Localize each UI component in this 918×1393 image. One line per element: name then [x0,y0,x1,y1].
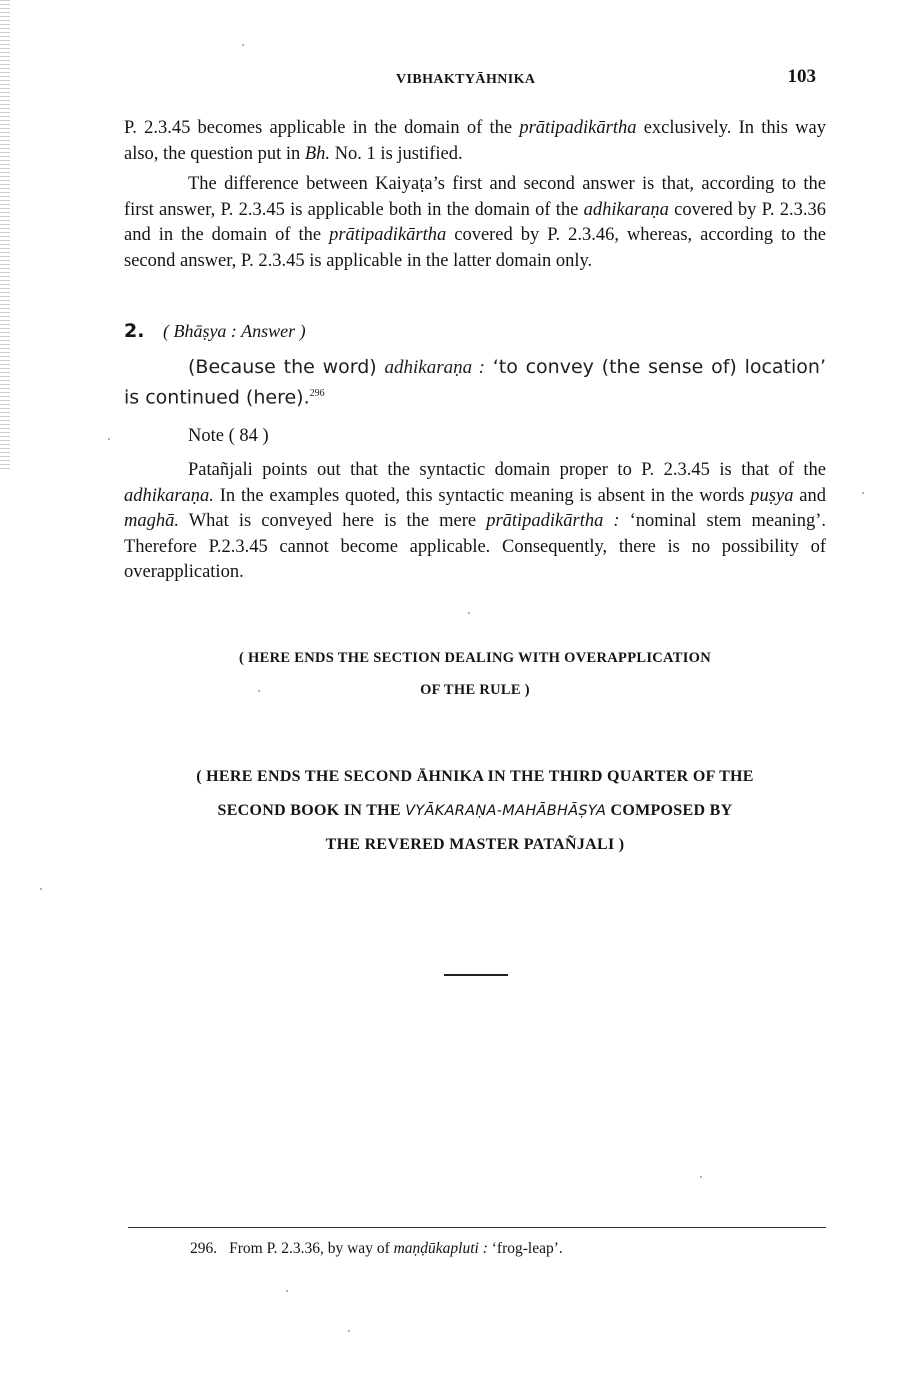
italic-term: prātipadikārtha [519,118,637,138]
italic-term: adhikaraṇa [583,199,669,220]
page-number: 103 [787,66,816,87]
text-run: ‘frog-leap’. [487,1240,563,1257]
text-run: COMPOSED BY [606,802,733,819]
text-run: (Because the word) [188,356,385,378]
footnote [190,1240,563,1258]
note-paragraph [124,458,826,586]
italic-term: maghā. [124,511,179,532]
paragraph-continuation [124,116,826,167]
scan-binding-edge [0,0,10,470]
text-run: and [793,485,826,506]
scan-speck [348,1330,350,1332]
italic-term: maṇḍūkapluti : [393,1240,488,1257]
scan-speck [862,492,864,494]
scan-speck [108,438,110,440]
scan-speck [468,612,470,614]
text-run: ‘nominal stem meaning’. Therefore P.2.3.45 cannot become applicable. Consequently, there is no possibility of overapplication. [124,511,826,583]
running-header [124,66,826,96]
running-title: VIBHAKTYĀHNIKA [396,72,536,87]
text-run: The difference between Kaiyaṭa’s first and second answer is that, according to the first answer, P. 2.3.45 is applicable both in the domain of the [124,174,826,220]
section-end-line: ( HERE ENDS THE SECTION DEALING WITH OVERAPPLICATION [238,650,712,666]
ahnika-end-line [124,794,826,828]
text-run: From P. 2.3.36, by way of [229,1240,394,1257]
footnote-divider [128,1227,826,1228]
text-run: exclusively. In this way also, the question put in [124,118,826,164]
scan-speck [242,44,244,46]
bhasya-translation [124,354,826,410]
italic-term: VYĀKARAṆA-MAHĀBHĀṢYA [405,803,607,819]
text-run: SECOND BOOK IN THE [217,802,406,819]
italic-term: Bh. [304,143,331,164]
text-run: Patañjali points out that the syntactic domain proper to P. 2.3.45 is that of the [188,460,826,480]
italic-term: prātipadikārtha [329,225,447,246]
text-run: covered by P. 2.3.46, whereas, according to the second answer, P. 2.3.45 is applicable in the latter domain only. [124,225,826,271]
section-end-notice [124,642,826,706]
text-run: ‘to convey (the sense of) location’ is continued (here). [124,356,826,409]
note-heading: Note ( 84 ) [188,426,269,446]
scan-speck [258,690,260,692]
ahnika-end-notice [124,760,826,862]
end-divider [444,974,508,976]
text-run: P. 2.3.45 becomes applicable in the domain of the [124,118,520,138]
ahnika-end-line: ( HERE ENDS THE SECOND ĀHNIKA IN THE THIRD QUARTER OF THE [196,768,754,785]
footnote-reference[interactable]: 296 [309,388,325,399]
italic-term: adhikaraṇa : [384,357,485,378]
italic-term: puṣya [750,485,794,506]
text-run: What is conveyed here is the mere [179,511,487,532]
bhasya-label: ( Bhāṣya : Answer ) [162,321,306,341]
ahnika-end-line: THE REVERED MASTER PATAÑJALI ) [325,836,625,853]
scan-speck [700,1176,702,1178]
bhasya-number: 2. [124,320,145,342]
paragraph-difference [124,172,826,274]
scan-speck [286,1290,288,1292]
text-run: In the examples quoted, this syntactic meaning is absent in the words [213,485,751,506]
italic-term: prātipadikārtha : [486,511,620,532]
italic-term: adhikaraṇa. [124,485,214,506]
footnote-number: 296. [190,1240,218,1257]
text-run: covered by P. 2.3.36 and in the domain of the [124,199,826,246]
text-run: No. 1 is justified. [330,143,463,164]
bhasya-heading [124,320,306,342]
scan-speck [40,888,42,890]
section-end-line: OF THE RULE ) [420,682,530,698]
